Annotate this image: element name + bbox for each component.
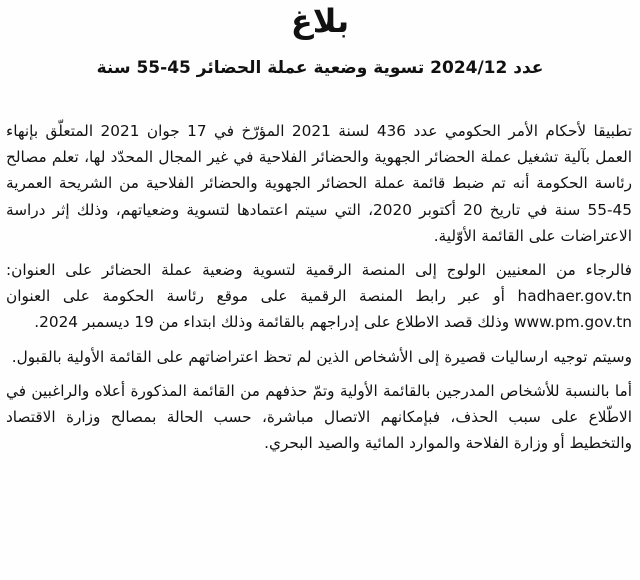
paragraph-removed-persons: أما بالنسبة للأشخاص المدرجين بالقائمة الأولية وتمّ حذفهم من القائمة المذكورة أعلاه والراغبين في الاطّلاع على سبب الحذف، فبإمكانهم الاتصال مباشرة، حسب الحالة بمصالح وزارة الاقتصاد والتخطيط أو وزارة الفلاحة والموارد المائية والصيد البحري. — [6, 381, 632, 453]
platform-address-pm: www.pm.gov.tn — [514, 313, 632, 332]
platform-text-after: وذلك قصد الاطلاع على إدراجهم بالقائمة وذلك ابتداء من 19 ديسمبر 2024. — [34, 313, 515, 332]
paragraph-sms-notice: وسيتم توجيه ارساليات قصيرة إلى الأشخاص الذين لم تحظ اعتراضاتهم على القائمة الأولية بالقبول. — [11, 347, 632, 366]
announcement-subtitle: عدد 2024/12 تسوية وضعية عملة الحضائر 45-55 سنة — [96, 58, 544, 78]
announcement-title: بلاغ — [290, 2, 350, 40]
platform-text-middle: أو عبر رابط المنصة الرقمية على موقع رئاسة الحكومة على العنوان — [6, 287, 518, 306]
announcement-body — [6, 118, 632, 464]
platform-address-hadhaer: hadhaer.gov.tn — [517, 287, 632, 306]
paragraph-legal-basis: تطبيقا لأحكام الأمر الحكومي عدد 436 لسنة 2021 المؤرّخ في 17 جوان 2021 المتعلّق بإنهاء العمل بآلية تشغيل عملة الحضائر الجهوية والحضائر الفلاحية في غير المجال المحدّد لها، تعلم مصالح رئاسة الحكومة أنه تم ضبط قائمة عملة الحضائر الجهوية والحضائر الفلاحية من الشريحة العمرية 45-55 سنة في تاريخ 20 أكتوبر 2020، التي سيتم اعتمادها لتسوية وضعياتهم، وذلك إثر دراسة الاعتراضات على القائمة الأوّلية. — [6, 122, 632, 245]
platform-text-before: فالرجاء من المعنيين الولوج إلى المنصة الرقمية لتسوية وضعية عملة الحضائر على العنوان: — [6, 261, 632, 280]
paragraph-platform-access — [6, 257, 632, 336]
